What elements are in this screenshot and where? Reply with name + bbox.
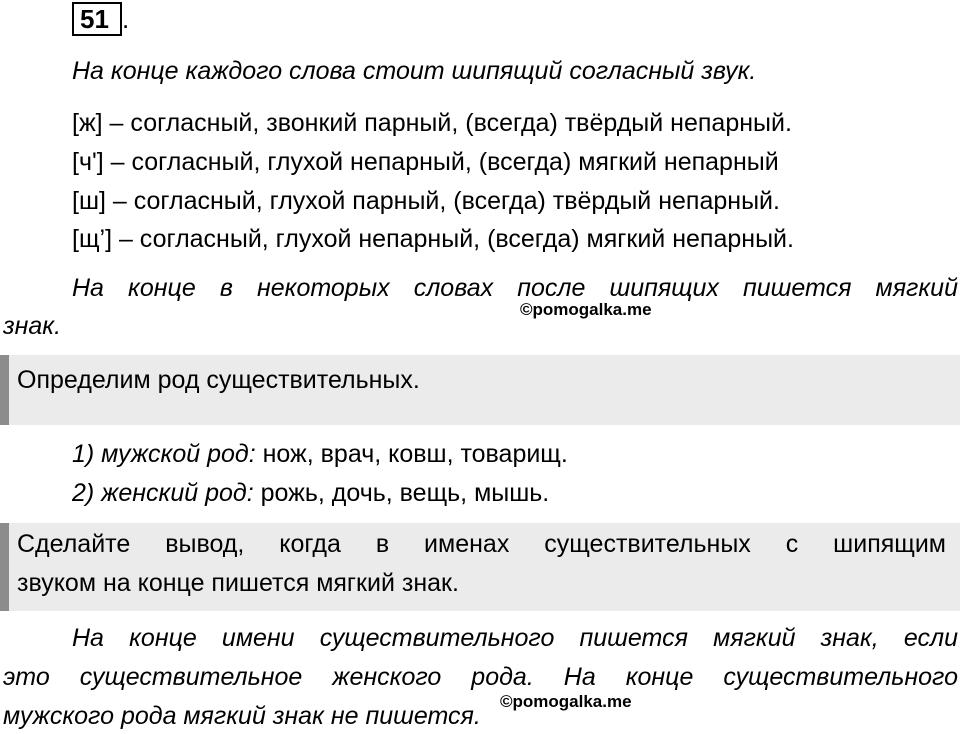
sound-ch: [ч'] – согласный, глухой непарный, (всегда) мягкий непарный: [72, 148, 779, 176]
task-conclusion-line2: звуком на конце пишется мягкий знак.: [17, 569, 459, 597]
task-conclusion-line1: Сделайте вывод, когда в именах существительных с шипящим: [17, 530, 946, 558]
sound-zh: [ж] – согласный, звонкий парный, (всегда) твёрдый непарный.: [72, 109, 792, 137]
task-box-conclusion: [0, 523, 960, 611]
soft-sign-note-line1: На конце в некоторых словах после шипящих пишется мягкий: [72, 274, 958, 302]
feminine-words: рожь, дочь, вещь, мышь.: [260, 479, 550, 507]
watermark-bottom: ©pomogalka.me: [500, 692, 632, 711]
exercise-number-dot: .: [122, 4, 130, 34]
watermark: ©pomogalka.me: [520, 300, 652, 319]
exercise-number-box: 51: [72, 2, 122, 36]
masculine-words: нож, врач, ковш, товарищ.: [262, 440, 568, 468]
masculine-line: [72, 437, 568, 471]
sound-shch: [щ’] – согласный, глухой непарный, (всегда) мягкий непарный.: [72, 225, 794, 253]
conclusion-line1: На конце имени существительного пишется мягкий знак, если: [72, 624, 958, 652]
soft-sign-note-line2: знак.: [3, 312, 62, 340]
sound-sh: [ш] – согласный, глухой парный, (всегда) твёрдый непарный.: [72, 187, 780, 215]
task-gender-text: Определим род существительных.: [17, 366, 420, 394]
conclusion-line2: это существительное женского рода. На конце существительного: [3, 663, 958, 691]
intro-text: На конце каждого слова стоит шипящий согласный звук.: [72, 57, 757, 85]
conclusion-line3: мужского рода мягкий знак не пишется.: [3, 702, 481, 730]
feminine-label: 2) женский род:: [72, 479, 254, 507]
feminine-line: [72, 476, 549, 510]
task-box-gender: [0, 355, 960, 425]
masculine-label: 1) мужской род:: [72, 440, 256, 468]
